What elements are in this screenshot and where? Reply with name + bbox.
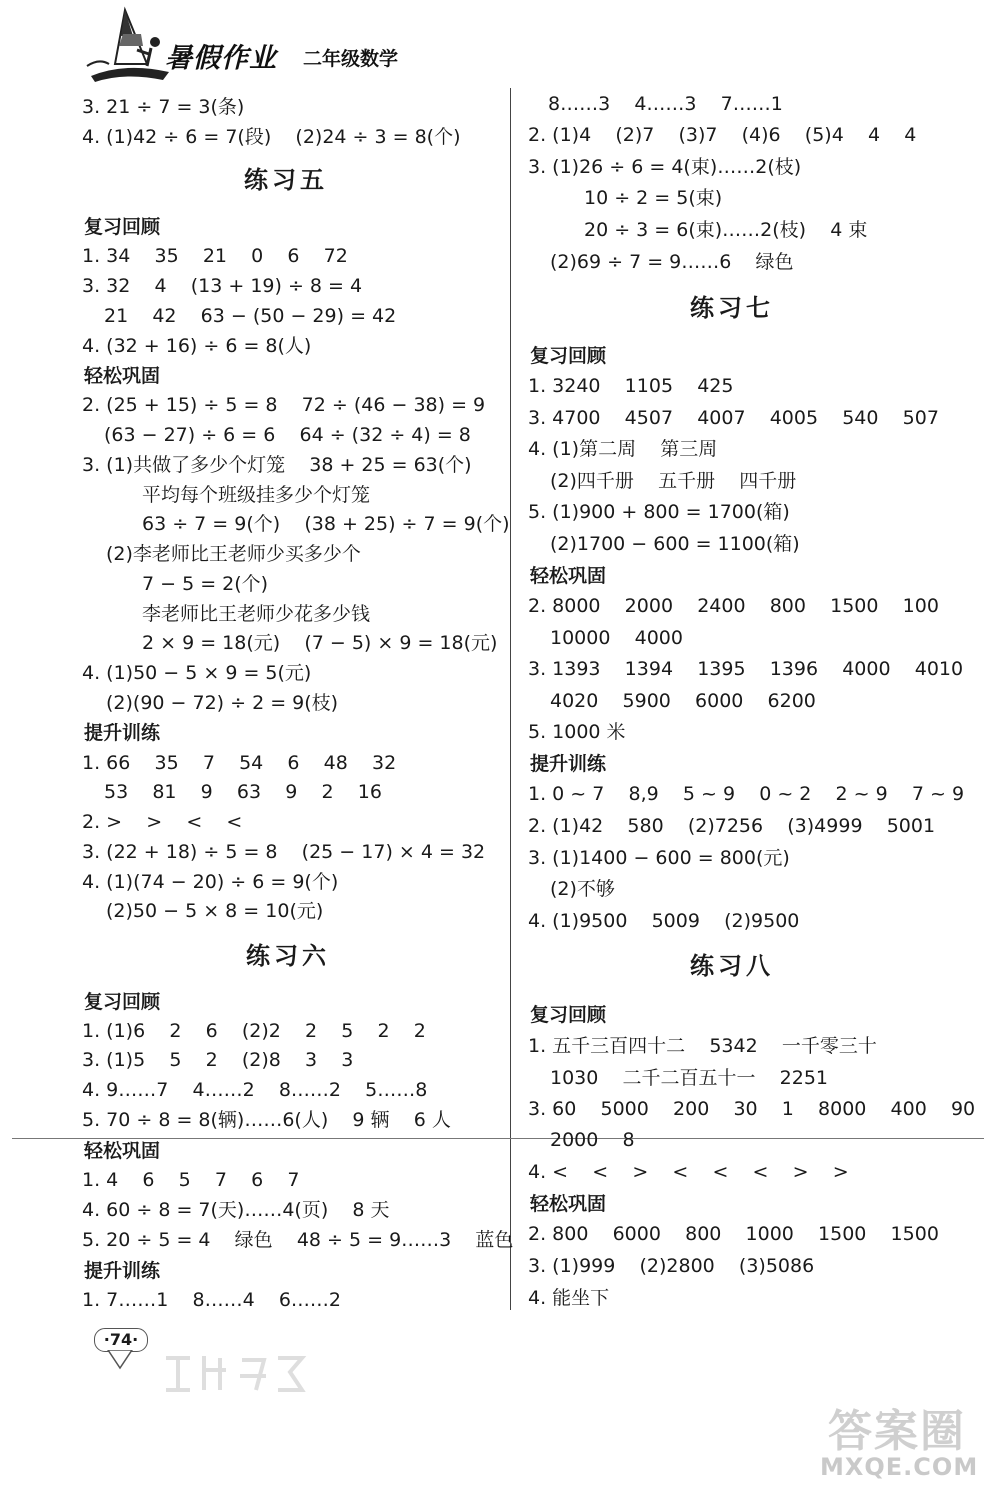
subsection-heading: 复习回顾 — [84, 991, 161, 1013]
answer-line: 4. 9……7 4……2 8……2 5……8 — [82, 1079, 428, 1101]
answer-line: 2. (1)42 580 (2)7256 (3)4999 5001 — [528, 815, 936, 837]
answer-line: (2)50 − 5 × 8 = 10(元) — [106, 900, 324, 922]
answer-line: 1. 4 6 5 7 6 7 — [82, 1169, 300, 1191]
answer-line: 平均每个班级挂多少个灯笼 — [142, 484, 371, 506]
answer-line: 5. 1000 米 — [528, 721, 626, 743]
faint-stamp-icon — [160, 1350, 310, 1396]
answer-line: (2)李老师比王老师少买多少个 — [106, 543, 361, 565]
watermark-site: MXQE.COM — [820, 1453, 979, 1481]
answer-line: 4. (1)(74 − 20) ÷ 6 = 9(个) — [82, 871, 339, 893]
answer-line: 3. 1393 1394 1395 1396 4000 4010 — [528, 658, 964, 680]
answer-line: (2)1700 − 600 = 1100(箱) — [550, 533, 800, 555]
answer-line: 2 × 9 = 18(元) (7 − 5) × 9 = 18(元) — [142, 632, 498, 654]
answer-line: 3. 21 ÷ 7 = 3(条) — [82, 96, 245, 118]
subsection-heading: 复习回顾 — [530, 345, 607, 367]
answer-line: 4. (1)42 ÷ 6 = 7(段) (2)24 ÷ 3 = 8(个) — [82, 126, 461, 148]
page-number-badge — [86, 1328, 156, 1372]
subsection-heading: 轻松巩固 — [530, 1193, 607, 1215]
answer-line: 8……3 4……3 7……1 — [548, 93, 783, 115]
answer-line: 3. (1)999 (2)2800 (3)5086 — [528, 1255, 815, 1277]
subsection-heading: 轻松巩固 — [530, 565, 607, 587]
answer-line: 2. (25 + 15) ÷ 5 = 8 72 ÷ (46 − 38) = 9 — [82, 394, 486, 416]
answer-line: 53 81 9 63 9 2 16 — [104, 781, 382, 803]
answer-line: 20 ÷ 3 = 6(束)……2(枝) 4 束 — [584, 219, 868, 241]
answer-line: 5. (1)900 + 800 = 1700(箱) — [528, 501, 790, 523]
brand-title: 暑假作业 — [165, 43, 277, 74]
answer-line: 63 ÷ 7 = 9(个) (38 + 25) ÷ 7 = 9(个) — [142, 513, 510, 535]
answer-line: (2)(90 − 72) ÷ 2 = 9(枝) — [106, 692, 339, 714]
watermark — [820, 1395, 990, 1485]
answer-line: 4. (1)50 − 5 × 9 = 5(元) — [82, 662, 312, 684]
answer-line: 4. (1)9500 5009 (2)9500 — [528, 910, 800, 932]
answer-line: 10 ÷ 2 = 5(束) — [584, 187, 723, 209]
answer-line: 3. (22 + 18) ÷ 5 = 8 (25 − 17) × 4 = 32 — [82, 841, 486, 863]
subsection-heading: 复习回顾 — [84, 216, 161, 238]
answer-line: 7 − 5 = 2(个) — [142, 573, 269, 595]
answer-line: 3. (1)共做了多少个灯笼 38 + 25 = 63(个) — [82, 454, 472, 476]
answer-line: (2)四千册 五千册 四千册 — [550, 470, 797, 492]
answer-line: 1. 34 35 21 0 6 72 — [82, 245, 348, 267]
answer-line: 3. 60 5000 200 30 1 8000 400 90 — [528, 1098, 976, 1120]
subsection-heading: 提升训练 — [84, 1260, 161, 1282]
answer-line: 3. (1)26 ÷ 6 = 4(束)……2(枝) — [528, 156, 802, 178]
subsection-heading: 提升训练 — [84, 722, 161, 744]
answer-line: 2. (1)4 (2)7 (3)7 (4)6 (5)4 4 4 — [528, 124, 917, 146]
answer-line: 3. 32 4 (13 + 19) ÷ 8 = 4 — [82, 275, 363, 297]
answer-line: 2000 8 — [550, 1129, 635, 1151]
answer-line: 4. (32 + 16) ÷ 6 = 8(人) — [82, 335, 312, 357]
answer-line: (63 − 27) ÷ 6 = 6 64 ÷ (32 ÷ 4) = 8 — [104, 424, 471, 446]
answer-line: 李老师比王老师少花多少钱 — [142, 603, 371, 625]
subsection-heading: 轻松巩固 — [84, 1140, 161, 1162]
answer-line: 21 42 63 − (50 − 29) = 42 — [104, 305, 397, 327]
answer-line: 3. (1)5 5 2 (2)8 3 3 — [82, 1049, 354, 1071]
answer-line: 10000 4000 — [550, 627, 683, 649]
answer-line: 4. (1)第二周 第三周 — [528, 438, 718, 460]
column-divider — [510, 88, 511, 1310]
answer-line: 3. (1)1400 − 600 = 800(元) — [528, 847, 790, 869]
subsection-heading: 提升训练 — [530, 753, 607, 775]
page-number-pointer-icon — [106, 1350, 134, 1370]
answer-line: 1. 0 ~ 7 8,9 5 ~ 9 0 ~ 2 2 ~ 9 7 ~ 9 — [528, 783, 965, 805]
answer-line: 1. 3240 1105 425 — [528, 375, 734, 397]
page-number: ·74· — [94, 1328, 148, 1352]
answer-line: 1030 二千二百五十一 2251 — [550, 1067, 829, 1089]
windsurfer-logo-icon — [85, 6, 175, 86]
faint-stamp-decoration — [160, 1350, 310, 1405]
page-header — [85, 6, 485, 86]
section-title: 练习七 — [690, 294, 774, 322]
answer-line: 4. 能坐下 — [528, 1287, 610, 1309]
answer-line: 5. 70 ÷ 8 = 8(辆)……6(人) 9 辆 6 人 — [82, 1109, 451, 1131]
answer-line: 2. 800 6000 800 1000 1500 1500 — [528, 1223, 939, 1245]
answer-line: 1. 7……1 8……4 6……2 — [82, 1289, 342, 1311]
answer-line: (2)不够 — [550, 878, 615, 900]
subsection-heading: 轻松巩固 — [84, 365, 161, 387]
section-title: 练习八 — [690, 952, 774, 980]
answer-line: 4. < < > < < < > > — [528, 1161, 849, 1183]
answer-line: 4. 60 ÷ 8 = 7(天)……4(页) 8 天 — [82, 1199, 390, 1221]
subsection-heading: 复习回顾 — [530, 1004, 607, 1026]
section-title: 练习六 — [246, 942, 330, 970]
answer-line: (2)69 ÷ 7 = 9……6 绿色 — [550, 251, 794, 273]
answer-line: 3. 4700 4507 4007 4005 540 507 — [528, 407, 939, 429]
answer-line: 1. 66 35 7 54 6 48 32 — [82, 752, 397, 774]
section-title: 练习五 — [244, 166, 328, 194]
grade-subject: 二年级数学 — [303, 48, 399, 70]
answer-line: 2. 8000 2000 2400 800 1500 100 — [528, 595, 939, 617]
answer-line: 1. (1)6 2 6 (2)2 2 5 2 2 — [82, 1020, 426, 1042]
answer-line: 2. > > < < — [82, 811, 243, 833]
watermark-logo: 答案圈 — [828, 1406, 966, 1457]
answer-line: 4020 5900 6000 6200 — [550, 690, 816, 712]
answer-line: 5. 20 ÷ 5 = 4 绿色 48 ÷ 5 = 9……3 蓝色 — [82, 1229, 514, 1251]
answer-line: 1. 五千三百四十二 5342 一千零三十 — [528, 1035, 877, 1057]
